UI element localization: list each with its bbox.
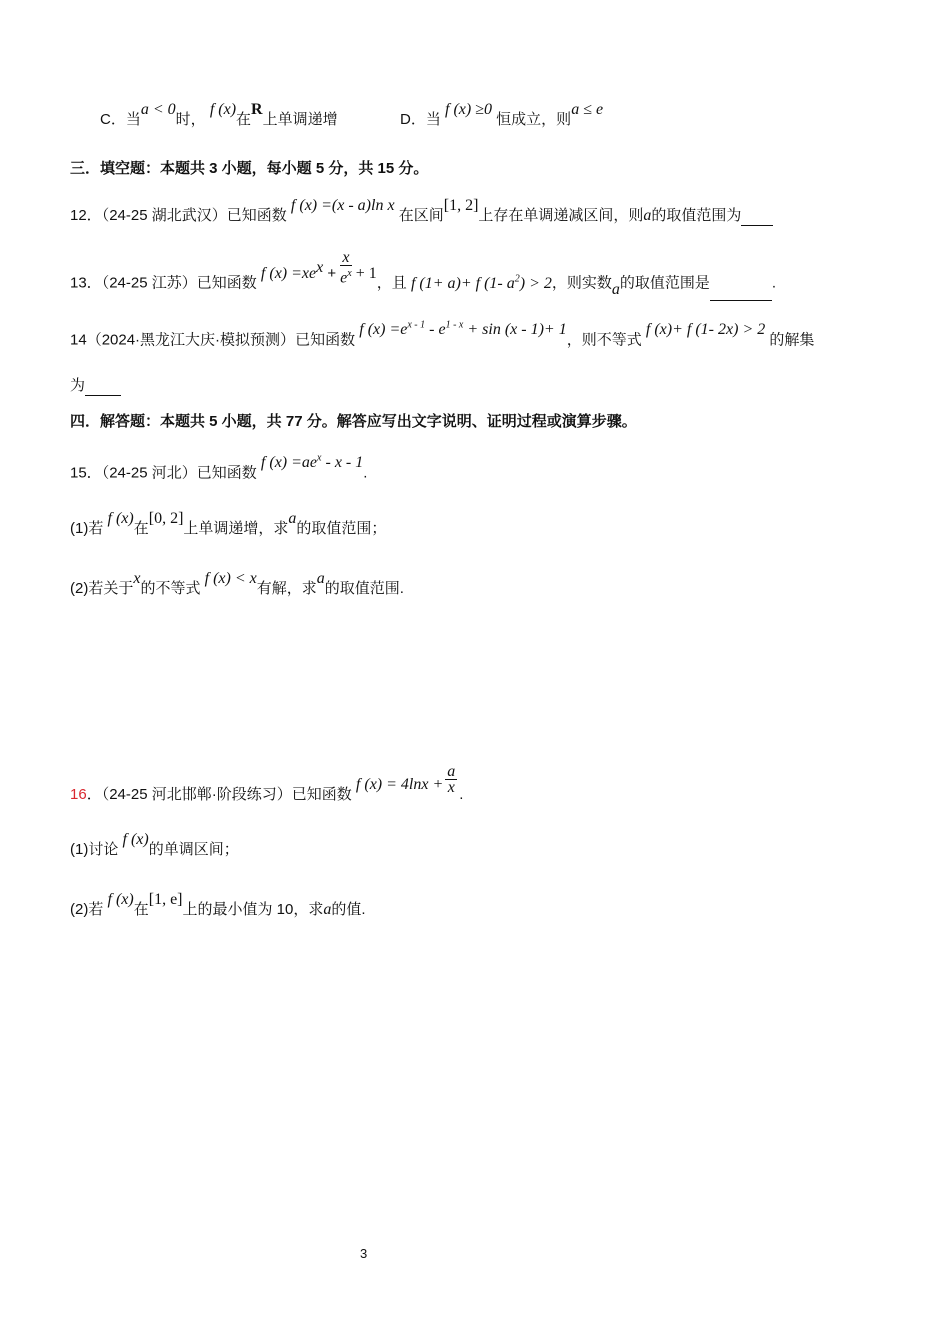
q12-interval: [1, 2]: [443, 197, 479, 214]
q14-function: f $(x) =e^{x - 1} - e^{1 - x} + \sin (x - 1)+ 1$: [359, 320, 567, 339]
question-source: （24-25 江苏）: [101, 274, 197, 292]
question-source: （2024·黑龙江大庆·模拟预测）: [86, 331, 296, 349]
q15-1-function: f (x): [107, 510, 134, 527]
option-d-math: f (x) ≥0: [445, 101, 492, 118]
question-16-part-2: (2)若 f (x)在[1, e]上的最小值为 10，求a的值.: [70, 891, 366, 918]
question-16-part-1: (1)讨论 f (x)的单调区间；: [70, 831, 239, 858]
q14-inequality: f (x)+ f (1- 2x) > 2: [645, 321, 766, 339]
question-number: 14: [70, 331, 87, 349]
question-13: 13．（24-25 江苏）已知函数 f $(x) =xe^x$ + $\frac{x}{e^x}$ + 1，且 f (1+ a)+ f (1- $a^2) > 2$，则实数a的取值范围是 .: [70, 266, 776, 301]
answer-blank: [710, 284, 772, 301]
q16-1-function: f (x): [122, 831, 149, 848]
q15-function: f $(x) =ae^x - x - 1$: [260, 453, 364, 472]
q15-2-inequality: f (x) < x: [204, 570, 257, 587]
q16-2-interval: [1, e]: [148, 891, 183, 908]
option-d: D．当 f (x) ≥0 恒成立，则a ≤ e: [400, 101, 604, 128]
q13-function: f $(x) =xe^x$ + $\frac{x}{e^x}$ + 1: [260, 249, 377, 287]
q12-function: f (x) =(x - a)ln x: [290, 197, 395, 214]
option-c-math: a < 0: [140, 101, 176, 118]
question-number: 15．: [70, 464, 102, 482]
question-15: 15．（24-25 河北）已知函数 f $(x) =ae^x - x - 1$.: [70, 453, 368, 482]
question-12: 12．（24-25 湖北武汉）已知函数 f (x) =(x - a)ln x 在区间[1, 2]上存在单调递减区间，则a的取值范围为: [70, 206, 773, 226]
q13-inequality: f (1+ a)+ f (1- $a^2) > 2$: [410, 273, 552, 292]
q16-function: f (x) = 4lnx + $\frac{a}{x}$: [355, 763, 456, 796]
question-number: 12．: [70, 207, 102, 224]
question-source: （24-25 河北）: [101, 464, 197, 482]
question-15-part-1: (1)若 f (x)在[0, 2]上单调递增，求a的取值范围；: [70, 510, 387, 537]
q16-2-function: f (x): [107, 891, 134, 908]
fraction: $\frac{x}{e^x}$: [340, 249, 352, 287]
question-14: 14（2024·黑龙江大庆·模拟预测）已知函数 f $(x) =e^{x - 1} - e^{1 - x} + \sin (x - 1)+ 1$，则不等式 f (x)+ f (1- 2x) > 2 的解集: [70, 320, 815, 349]
page-number: 3: [360, 1246, 368, 1261]
option-c-label: C．当: [100, 111, 141, 128]
answer-blank: [741, 209, 773, 226]
section-4-heading: 四．解答题：本题共 5 小题，共 77 分。解答应写出文字说明、证明过程或演算步骤。: [70, 413, 637, 430]
option-c-function: f (x): [209, 101, 237, 118]
question-number: 16: [70, 786, 87, 804]
q15-1-interval: [0, 2]: [148, 510, 184, 527]
fraction: $\frac{a}{x}$: [447, 763, 456, 796]
option-d-condition: a ≤ e: [571, 101, 604, 118]
question-number: 13．: [70, 274, 102, 292]
real-set-symbol: R: [251, 101, 263, 118]
question-16: 16．（24-25 河北邯郸·阶段练习）已知函数 f (x) = 4lnx + $\frac{a}{x}$ .: [70, 763, 464, 804]
option-d-label: D．当: [400, 111, 441, 128]
option-c: C．当a < 0时， f (x)在R上单调递增: [100, 101, 338, 128]
question-source: （24-25 湖北武汉）: [101, 207, 227, 224]
question-15-part-2: (2)若关于x的不等式 f (x) < x有解，求a的取值范围.: [70, 570, 404, 597]
section-3-heading: 三．填空题：本题共 3 小题，每小题 5 分，共 15 分。: [70, 160, 429, 177]
question-14-cont: 为: [70, 376, 121, 396]
answer-blank: [85, 379, 121, 396]
question-source: （24-25 河北邯郸·阶段练习）: [101, 786, 292, 804]
